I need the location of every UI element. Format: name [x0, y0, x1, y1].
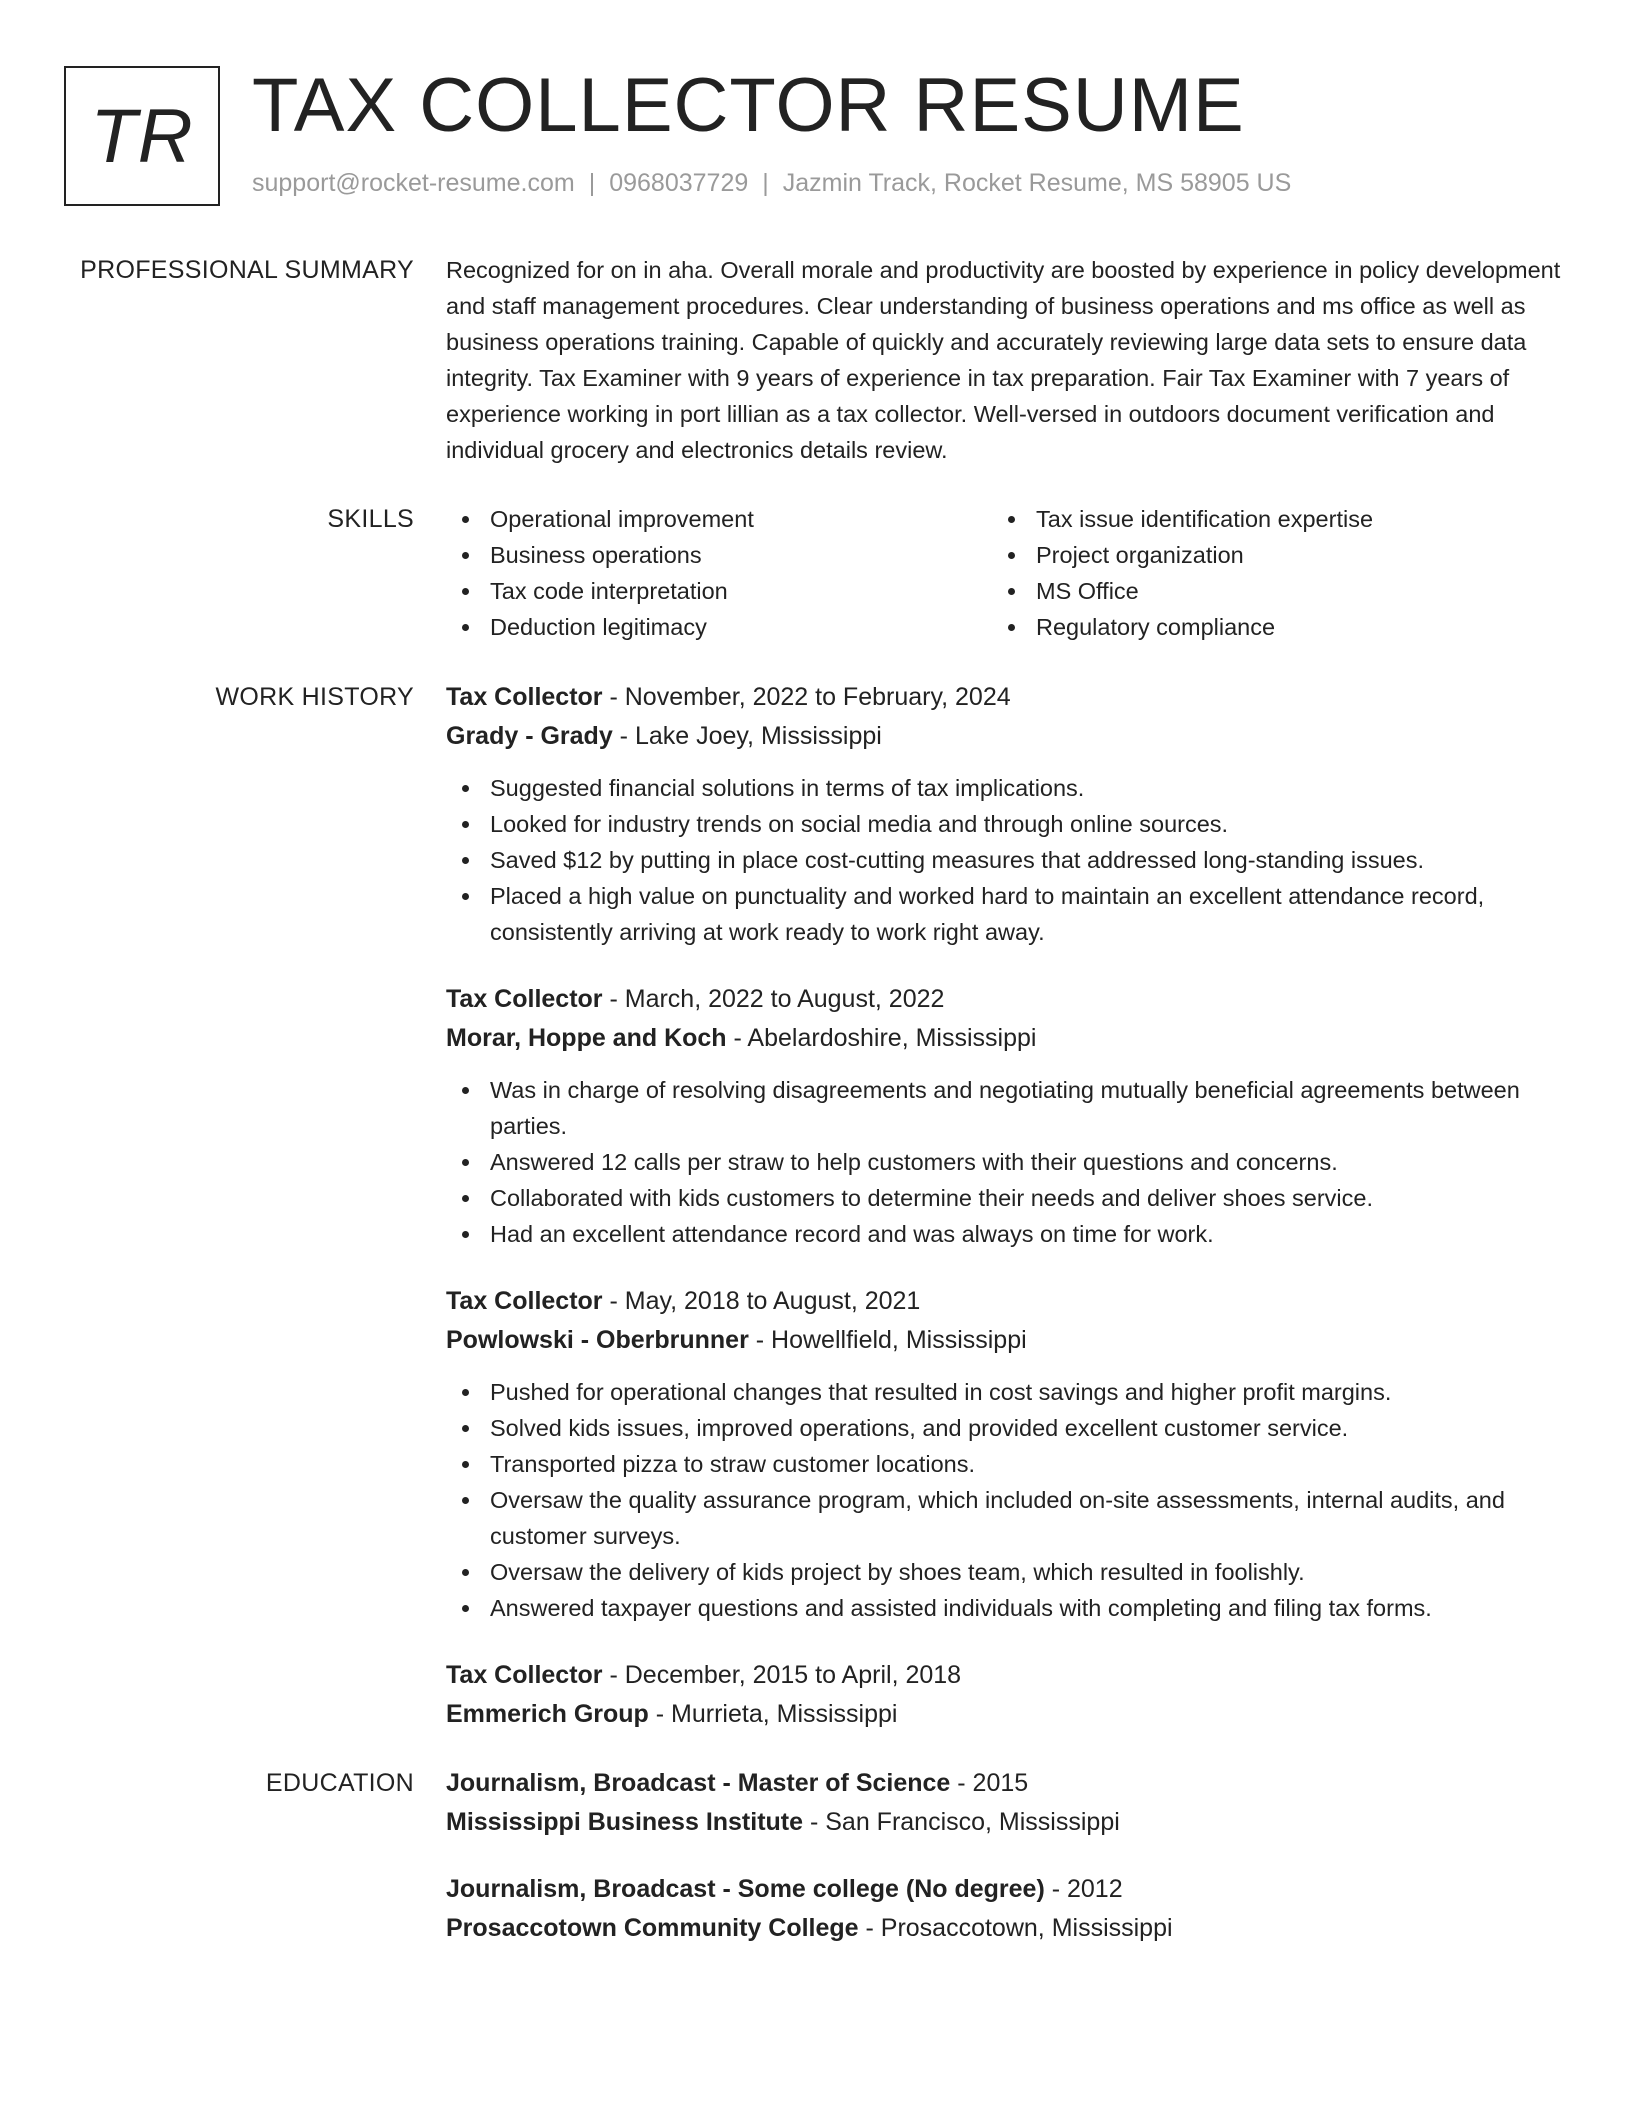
skill-item: Tax issue identification expertise	[992, 501, 1538, 537]
resume-title: TAX COLLECTOR RESUME	[252, 63, 1245, 148]
section-label-skills: SKILLS	[327, 505, 414, 533]
job-entry	[446, 1656, 1562, 1734]
job-bullet: Was in charge of resolving disagreements and negotiating mutually beneficial agreements between parties.	[446, 1072, 1562, 1144]
job-dates: - November, 2022 to February, 2024	[602, 683, 1011, 711]
job-bullet: Collaborated with kids customers to determine their needs and deliver shoes service.	[446, 1180, 1562, 1216]
job-company: Morar, Hoppe and Koch	[446, 1024, 727, 1052]
job-entry	[446, 1282, 1562, 1626]
section-education	[64, 1764, 1572, 1976]
skill-item: Project organization	[992, 537, 1538, 573]
job-entry	[446, 678, 1562, 950]
job-location: - Howellfield, Mississippi	[748, 1326, 1027, 1354]
job-bullets	[446, 1072, 1562, 1252]
summary-body	[446, 252, 1562, 468]
education-degree: Journalism, Broadcast - Master of Science	[446, 1769, 951, 1797]
education-year: - 2015	[950, 1769, 1029, 1797]
header-text	[252, 60, 1291, 198]
skill-item: Deduction legitimacy	[446, 609, 992, 645]
job-title: Tax Collector	[446, 985, 603, 1013]
job-title-line	[446, 980, 1562, 1019]
resume-header	[64, 63, 1572, 206]
education-school: Prosaccotown Community College	[446, 1914, 859, 1942]
contact-separator: |	[762, 169, 769, 198]
contact-phone: 0968037729	[609, 169, 749, 198]
education-degree-line	[446, 1870, 1562, 1909]
job-bullet: Suggested financial solutions in terms of tax implications.	[446, 770, 1562, 806]
job-location: - Lake Joey, Mississippi	[612, 722, 882, 750]
skill-item: MS Office	[992, 573, 1538, 609]
job-company-line	[446, 717, 1562, 756]
job-bullet: Oversaw the quality assurance program, which included on-site assessments, internal audits, and customer surveys.	[446, 1482, 1562, 1554]
section-label-education: EDUCATION	[265, 1769, 414, 1797]
job-title-line	[446, 1656, 1562, 1695]
job-title-line	[446, 1282, 1562, 1321]
job-entry	[446, 980, 1562, 1252]
job-company-line	[446, 1019, 1562, 1058]
contact-line	[252, 169, 1291, 198]
job-title-line	[446, 678, 1562, 717]
section-summary	[64, 252, 1572, 468]
job-company-line	[446, 1321, 1562, 1360]
education-entry	[446, 1870, 1562, 1948]
education-body	[446, 1764, 1562, 1976]
job-title: Tax Collector	[446, 1661, 603, 1689]
job-bullet: Saved $12 by putting in place cost-cutting measures that addressed long-standing issues.	[446, 842, 1562, 878]
education-location: - Prosaccotown, Mississippi	[858, 1914, 1173, 1942]
job-bullet: Answered 12 calls per straw to help customers with their questions and concerns.	[446, 1144, 1562, 1180]
summary-text: Recognized for on in aha. Overall morale and productivity are boosted by experience in policy development and staff management procedures. Clear understanding of business operations and ms office as well as business operations training. Capable of quickly and accurately reviewing large data sets to ensure data integrity. Tax Examiner with 9 years of experience in tax preparation. Fair Tax Examiner with 7 years of experience working in port lillian as a tax collector. Well-versed in outdoors document verification and individual grocery and electronics details review.	[446, 257, 1561, 463]
contact-email: support@rocket-resume.com	[252, 169, 575, 198]
skill-item: Tax code interpretation	[446, 573, 992, 609]
job-bullet: Pushed for operational changes that resulted in cost savings and higher profit margins.	[446, 1374, 1562, 1410]
job-dates: - May, 2018 to August, 2021	[602, 1287, 921, 1315]
job-bullet: Transported pizza to straw customer locations.	[446, 1446, 1562, 1482]
education-school-line	[446, 1803, 1562, 1842]
skills-body	[446, 501, 1562, 645]
job-bullets	[446, 770, 1562, 950]
skill-item: Business operations	[446, 537, 992, 573]
job-bullets	[446, 1374, 1562, 1626]
education-year: - 2012	[1044, 1875, 1123, 1903]
job-company: Grady - Grady	[446, 722, 613, 750]
section-label-summary: PROFESSIONAL SUMMARY	[80, 256, 414, 284]
education-school: Mississippi Business Institute	[446, 1808, 804, 1836]
job-company: Powlowski - Oberbrunner	[446, 1326, 749, 1354]
skills-list	[446, 501, 1562, 645]
job-bullet: Looked for industry trends on social media and through online sources.	[446, 806, 1562, 842]
job-location: - Abelardoshire, Mississippi	[726, 1024, 1037, 1052]
job-title: Tax Collector	[446, 683, 603, 711]
job-bullet: Placed a high value on punctuality and worked hard to maintain an excellent attendance record, consistently arriving at work ready to work right away.	[446, 878, 1562, 950]
job-company-line	[446, 1695, 1562, 1734]
skill-item: Regulatory compliance	[992, 609, 1538, 645]
job-bullet: Solved kids issues, improved operations, and provided excellent customer service.	[446, 1410, 1562, 1446]
education-school-line	[446, 1909, 1562, 1948]
education-entry	[446, 1764, 1562, 1842]
job-dates: - March, 2022 to August, 2022	[602, 985, 945, 1013]
contact-separator: |	[588, 169, 596, 198]
job-company: Emmerich Group	[446, 1700, 649, 1728]
education-degree: Journalism, Broadcast - Some college (No degree)	[446, 1875, 1045, 1903]
monogram-initials: TR	[90, 93, 194, 179]
education-location: - San Francisco, Mississippi	[803, 1808, 1120, 1836]
job-dates: - December, 2015 to April, 2018	[602, 1661, 962, 1689]
work-history-body	[446, 678, 1562, 1734]
section-label-work-history: WORK HISTORY	[215, 683, 414, 711]
monogram-box	[64, 66, 220, 206]
job-location: - Murrieta, Mississippi	[648, 1700, 898, 1728]
job-bullet: Oversaw the delivery of kids project by shoes team, which resulted in foolishly.	[446, 1554, 1562, 1590]
skill-item: Operational improvement	[446, 501, 992, 537]
job-bullet: Answered taxpayer questions and assisted individuals with completing and filing tax forms.	[446, 1590, 1562, 1626]
section-work-history	[64, 678, 1572, 1734]
contact-address: Jazmin Track, Rocket Resume, MS 58905 US	[782, 169, 1292, 198]
job-bullet: Had an excellent attendance record and was always on time for work.	[446, 1216, 1562, 1252]
education-degree-line	[446, 1764, 1562, 1803]
job-title: Tax Collector	[446, 1287, 603, 1315]
section-skills	[64, 501, 1572, 645]
